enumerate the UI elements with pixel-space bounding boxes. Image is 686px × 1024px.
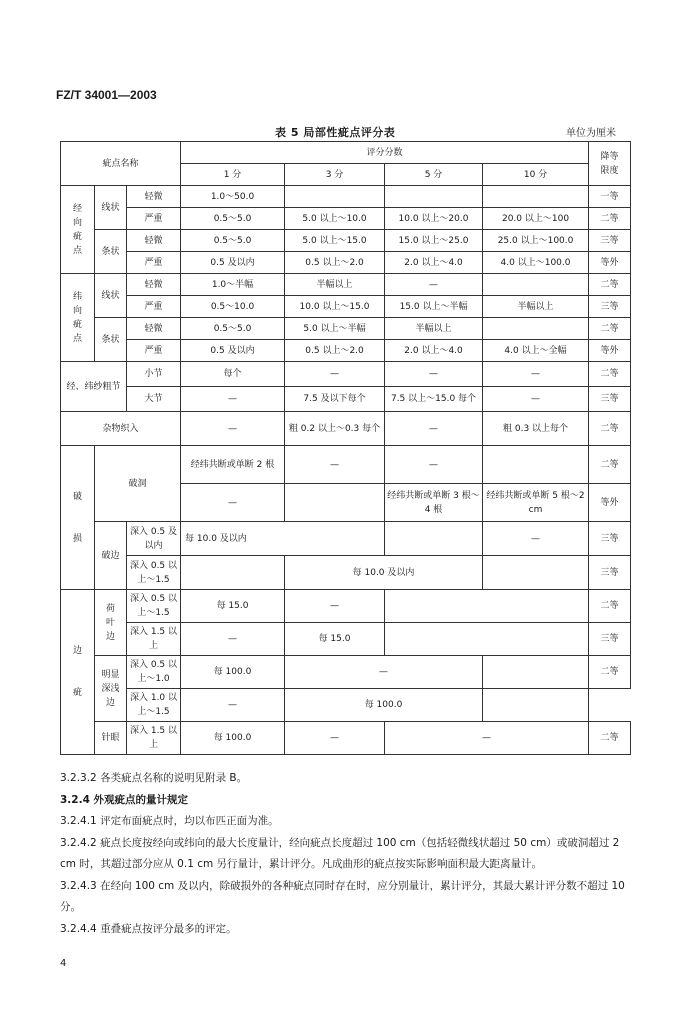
cell: — xyxy=(285,446,385,484)
grade-cell: 等外 xyxy=(589,484,631,522)
light-label: 轻微 xyxy=(127,274,181,296)
cell: — xyxy=(285,590,385,623)
grade-cell: 二等 xyxy=(589,590,631,623)
header-defect-name: 疵点名称 xyxy=(61,142,181,186)
depth-label: 深入 1.5 以上 xyxy=(127,623,181,656)
cell: — xyxy=(385,274,483,296)
cell: 0.5 以上～2.0 xyxy=(285,252,385,274)
grade-cell: 等外 xyxy=(589,252,631,274)
grade-cell: 三等 xyxy=(589,522,631,556)
hole-label: 破洞 xyxy=(95,446,181,522)
severe-label: 严重 xyxy=(127,252,181,274)
cell xyxy=(285,484,385,522)
cell xyxy=(385,186,483,208)
cell: 经纬共断或单断 5 根～2 cm xyxy=(483,484,589,522)
cell: 15.0 以上～半幅 xyxy=(385,296,483,318)
slub-label: 经、纬纱粗节 xyxy=(61,362,127,412)
grade-cell: 二等 xyxy=(589,208,631,230)
edge-defects-label: 边 疵 xyxy=(61,590,95,755)
paragraph: 3.2.3.2 各类疵点名称的说明见附录 B。 xyxy=(60,772,248,784)
cell: — xyxy=(385,362,483,387)
cell xyxy=(483,318,589,340)
cell xyxy=(385,522,483,556)
cell: 每个 xyxy=(181,362,285,387)
score-1: 1 分 xyxy=(181,164,285,186)
grade-cell: 二等 xyxy=(589,412,631,446)
cell: — xyxy=(483,387,589,412)
paragraph: 3.2.4.1 评定布面疵点时，均以布匹正面为准。 xyxy=(60,815,279,827)
cell: 25.0 以上～100.0 xyxy=(483,230,589,252)
paragraph: 3.2.4.4 重叠疵点按评分最多的评定。 xyxy=(60,922,237,935)
grade-cell: 三等 xyxy=(589,296,631,318)
cell: 5.0 以上～15.0 xyxy=(285,230,385,252)
cell: — xyxy=(483,522,589,556)
grade-cell: 三等 xyxy=(589,623,631,656)
cell: 经纬共断或单断 3 根～4 根 xyxy=(385,484,483,522)
grade-cell: 二等 xyxy=(589,318,631,340)
cell: 4.0 以上～100.0 xyxy=(483,252,589,274)
cell: 粗 0.3 以上每个 xyxy=(483,412,589,446)
lotus-edge-label: 荷 叶 边 xyxy=(95,590,127,656)
cell: 每 100.0 xyxy=(285,689,483,722)
cell: — xyxy=(181,484,285,522)
cell xyxy=(483,556,589,590)
grade-cell: 三等 xyxy=(589,556,631,590)
cell: 2.0 以上～4.0 xyxy=(385,340,483,362)
cell: 10.0 以上～15.0 xyxy=(285,296,385,318)
cell: — xyxy=(483,362,589,387)
table-caption: 表 5 局部性疵点评分表 xyxy=(275,126,396,139)
line-label: 线状 xyxy=(95,186,127,230)
cell: 每 15.0 xyxy=(181,590,285,623)
cell: 半幅以上 xyxy=(483,296,589,318)
cell: 1.0～半幅 xyxy=(181,274,285,296)
line-label: 线状 xyxy=(95,274,127,318)
page-number: 4 xyxy=(60,958,67,969)
grade-cell: 二等 xyxy=(589,446,631,484)
cell: — xyxy=(285,656,483,689)
severe-label: 严重 xyxy=(127,208,181,230)
cell xyxy=(385,623,589,656)
cell: 每 100.0 xyxy=(181,722,285,755)
cell xyxy=(483,656,589,689)
cell: 每 10.0 及以内 xyxy=(285,556,483,590)
damage-label: 破 损 xyxy=(61,446,95,590)
cell: 4.0 以上～全幅 xyxy=(483,340,589,362)
small-slub-label: 小节 xyxy=(127,362,181,387)
depth-label: 深入 1.0 以上～1.5 xyxy=(127,689,181,722)
cell: 经纬共断或单断 2 根 xyxy=(181,446,285,484)
depth-label: 深入 0.5 以上～1.5 xyxy=(127,590,181,623)
shaded-edge-label: 明显 深浅 边 xyxy=(95,656,127,722)
cell: 15.0 以上～25.0 xyxy=(385,230,483,252)
cell: 0.5～5.0 xyxy=(181,230,285,252)
cell: 2.0 以上～4.0 xyxy=(385,252,483,274)
cell: 粗 0.2 以上～0.3 每个 xyxy=(285,412,385,446)
table-unit: 单位为厘米 xyxy=(566,128,616,139)
depth-label: 深入 0.5 以上～1.0 xyxy=(127,656,181,689)
depth-label: 深入 1.5 以上 xyxy=(127,722,181,755)
cell xyxy=(385,590,589,623)
cell: — xyxy=(181,412,285,446)
body-text xyxy=(60,768,632,940)
grade-cell: 三等 xyxy=(589,387,631,412)
cell: 1.0～50.0 xyxy=(181,186,285,208)
strip-label: 条状 xyxy=(95,318,127,362)
cell: 半幅以上 xyxy=(285,274,385,296)
cell: 0.5～5.0 xyxy=(181,208,285,230)
cell: 0.5 及以内 xyxy=(181,340,285,362)
broken-edge-label: 破边 xyxy=(95,522,127,590)
cell: — xyxy=(385,722,589,755)
cell: — xyxy=(181,689,285,722)
cell: 每 10.0 及以内 xyxy=(181,522,385,556)
cell: — xyxy=(385,446,483,484)
strip-label: 条状 xyxy=(95,230,127,274)
score-10: 10 分 xyxy=(483,164,589,186)
grade-cell: 二等 xyxy=(589,722,631,755)
cell xyxy=(181,556,285,590)
cell: 0.5 及以内 xyxy=(181,252,285,274)
section-heading: 3.2.4 外观疵点的量计规定 xyxy=(60,793,189,806)
grade-cell: 二等 xyxy=(589,274,631,296)
cell: 20.0 以上～100 xyxy=(483,208,589,230)
cell: 0.5 以上～2.0 xyxy=(285,340,385,362)
cell: 每 15.0 xyxy=(285,623,385,656)
severe-label: 严重 xyxy=(127,296,181,318)
cell: 5.0 以上～10.0 xyxy=(285,208,385,230)
grade-cell: 二等 xyxy=(589,656,631,689)
depth-label: 深入 0.5 及以内 xyxy=(127,522,181,556)
cell: — xyxy=(285,362,385,387)
cell: 半幅以上 xyxy=(385,318,483,340)
cell: — xyxy=(181,623,285,656)
cell xyxy=(483,274,589,296)
paragraph: 3.2.4.3 在经向 100 cm 及以内，除破损外的各种疵点同时存在时，应分别量计，累计评分，其最大累计评分数不超过 10 分。 xyxy=(60,879,625,913)
cell: 5.0 以上～半幅 xyxy=(285,318,385,340)
score-3: 3 分 xyxy=(285,164,385,186)
cell: — xyxy=(181,387,285,412)
grade-cell: 三等 xyxy=(589,230,631,252)
grade-cell: 一等 xyxy=(589,186,631,208)
big-slub-label: 大节 xyxy=(127,387,181,412)
grade-cell xyxy=(483,689,589,722)
cell: 7.5 及以下每个 xyxy=(285,387,385,412)
cell: — xyxy=(285,722,385,755)
cell: 0.5～10.0 xyxy=(181,296,285,318)
cell: 每 100.0 xyxy=(181,656,285,689)
grade-cell: 二等 xyxy=(589,362,631,387)
cell: 0.5～5.0 xyxy=(181,318,285,340)
foreign-matter-label: 杂物织入 xyxy=(61,412,181,446)
score-5: 5 分 xyxy=(385,164,483,186)
header-grade-limit: 降等 限度 xyxy=(589,142,631,186)
paragraph: 3.2.4.2 疵点长度按经向或纬向的最大长度量计，经向疵点长度超过 100 cm（包括轻微线状超过 50 cm）或破洞超过 2 cm 时，其超过部分应从 0.1 cm 另行量计，累计评分。凡成曲形的疵点按实际影响面积最大距离量计。 xyxy=(60,836,620,870)
severe-label: 严重 xyxy=(127,340,181,362)
cell xyxy=(483,446,589,484)
standard-number: FZ/T 34001—2003 xyxy=(56,88,157,102)
defect-scoring-table xyxy=(60,141,631,755)
needle-hole-label: 针眼 xyxy=(95,722,127,755)
warp-defects-label: 经 向 疵 点 xyxy=(61,186,95,274)
cell: 7.5 以上～15.0 每个 xyxy=(385,387,483,412)
grade-cell: 等外 xyxy=(589,340,631,362)
cell: — xyxy=(385,412,483,446)
cell xyxy=(483,186,589,208)
light-label: 轻微 xyxy=(127,186,181,208)
header-score: 评分分数 xyxy=(181,142,589,164)
light-label: 轻微 xyxy=(127,230,181,252)
weft-defects-label: 纬 向 疵 点 xyxy=(61,274,95,362)
depth-label: 深入 0.5 以上～1.5 xyxy=(127,556,181,590)
light-label: 轻微 xyxy=(127,318,181,340)
cell xyxy=(285,186,385,208)
cell: 10.0 以上～20.0 xyxy=(385,208,483,230)
